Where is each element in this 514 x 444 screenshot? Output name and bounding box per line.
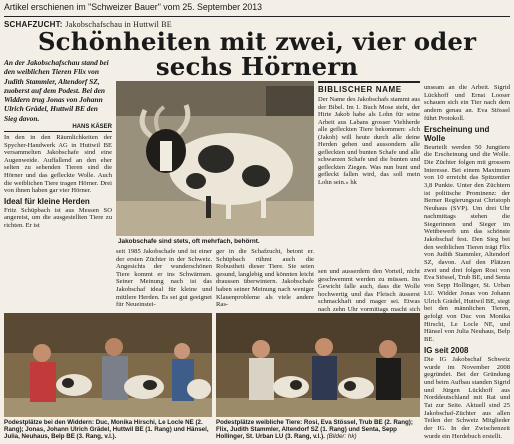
photo-credit: (Bilder: hk): [326, 433, 357, 441]
box-title: BIBLISCHER NAME: [318, 85, 402, 94]
ewes-caption: [216, 419, 420, 441]
headline: Schönheiten mit zwei, vier oder sechs Hörnern: [37, 27, 477, 81]
box-text: Der Name des Jakobschafs stammt aus der Bibel. Im 1. Buch Mose steht, der Hirte Jakob habe als Lohn für seine Arbeit aus Labans grosser Viehherde alle gefleckten Tiere bekommen: «Ich (Jakob) will heute durch alle deine Herden gehen und aussondern alle gefleckten und bunten Schafe und alle schwarzen Schafe und die bunten und gefleckten Ziegen. Was nun bunt und gefleckt fallen wird, das soll mein Lohn sein.» hk: [318, 96, 420, 186]
col1-body2: Fritz Schüpbach ist aus Messen SO angereist, um die ausgestellten Tiere zu richten. Er ist: [4, 206, 112, 230]
middle-column-3: [318, 268, 420, 313]
left-column: [4, 58, 112, 316]
right-subhead2: IG seit 2008: [424, 345, 469, 355]
mid-col1-text: seit 1985 Jakobschafe und ist einer der ersten Züchter in der Schweiz. Angesichts der wunderschönen Tiere kommt er ins Schwärmen. Seiner Meinung nach ist das Jakobschaf ideal für kleine und mittlere Herden. Es sei gut geeignet für Neueinstei-: [116, 248, 212, 309]
box-top-rule: [318, 81, 420, 83]
rams-photo-illustration: [4, 313, 212, 417]
top-rule: [4, 16, 510, 17]
main-photo: [116, 81, 314, 236]
lead-paragraph: An der Jakobschafschau stand bei den weiblichen Tieren Flix von Judith Stammler, Altendorf SZ, zuoberst auf dem Podest. Bei den Widdern trug Jonas von Johann Ulrich Grädel, Huttwil BE den Sieg davon.: [4, 58, 109, 123]
right-continuation: unseam an die Arbeit. Sigrid Lückhoff und Ernst Looser schauen sich ein Tier nach dem andern genau an. Eva Stössel führt Protokoll.: [424, 84, 510, 122]
col1-body: In den in den Räumlichkeiten der Spycher-Handwerk AG in Huttwil BE versammelten Jakobschafe sind eine Augenweide. Auffallend an den eher selten zu sehenden Tieren sind die Hörner und das gefleckte Wolle. Auch die weiblichen Tiere tragen Hörner. Drei von ihnen haben gar vier Hörner.: [4, 134, 112, 195]
middle-column-2: [216, 248, 314, 310]
col1-subhead: Ideal für kleine Herden: [4, 196, 90, 206]
byline-rule: [4, 131, 112, 132]
section-label: SCHAFZUCHT:: [4, 20, 63, 29]
right-subhead: Erscheinung und Wolle: [424, 124, 490, 143]
biblical-name-box: [318, 81, 420, 267]
ewes-photo-illustration: [216, 313, 420, 417]
ewes-caption-text: Podestplätze weibliche Tiere: Rosi, Eva Stössel, Trub BE (2. Rang); Flix, Judith Stammler, Altendorf SZ (1. Rang) und Senta, Sepp Hollinger, St. Urban LU (3. Rang, v.l.).: [216, 419, 413, 441]
right-body: Beurteilt werden 50 Jungtiere die Erscheinung und die Wolle. Die Züchter folgen mit grossem Interesse. Bei einem Maximum von 10 erreicht das Spitzentier 3,8 Punkte. Unter den Züchtern ist politische Prominenz: der Berner Regierungsrat Christoph Neuhaus (SVP). Um drei Uhr nachmittags stehen die Siegerinnen und Sieger im Wettbewerb um das schönste Jakobschaf fest. Den Sieg bei den weiblichen Tieren trägt Flix von Judith Stammler, Altendorf SZ, davon. Auf den Plätzen zwei und drei folgen Rosi von Eva Stössel, Trub BE, und Senta von Sepp Hollinger, St. Urban LU. Widder Jonas von Johann Ulrich Grädel, Huttwil BE, siegt bei den männlichen Tieren, gefolgt von Duc von Monika Hirschi, Le Locle NE, und Hänsel von Julia Neuhaus, Belp BE.: [424, 143, 510, 344]
byline: HANS KÄSER: [72, 124, 112, 131]
rams-caption: Podestplätze bei den Widdern: Duc, Monika Hirschi, Le Locle NE (2. Rang); Jonas, Johann Ulrich Grädel, Huttwil BE (1. Rang) und Hänsel, Julia, Neuhaus, Belp BE (3. Rang, v.l.).: [4, 419, 209, 441]
section-topic: Jakobschafschau in Huttwil BE: [65, 20, 172, 29]
article-source-note: Artikel erschienen im "Schweizer Bauer" vom 25. September 2013: [4, 2, 263, 12]
middle-column-1: [116, 248, 212, 310]
right-column: [424, 84, 510, 442]
sheep-photo-illustration: [116, 81, 314, 236]
ewes-podium-photo: [216, 313, 420, 417]
rams-podium-photo: [4, 313, 212, 417]
mid-col3-text: sen und ausserdem den Vorteil, nicht geschwemmt werden zu müssen. Ins Gewicht falle auch, dass die Wolle hochwertig und das Fleisch äusserst schmackhaft und mager sei. Etwas nach zehn Uhr vormittags macht sich: [318, 268, 420, 313]
main-photo-caption: Jakobschafe sind stets, oft mehrfach, behörnt.: [118, 238, 260, 245]
right-body2: Die IG Jakobschaf Schweiz wurde im November 2008 gegründet. Bei der Gründung und beim Aufbau standen Sigrid und Jürgen Lückhoff aus Norddeutschland mit Rat und Tat zur Seite. Aktuell sind 25 Jakobschaf-Züchter aus allen Teilen der Schweiz Mitglieder der IG. In der Zwischenzeit wurde ein Herdebuch erstellt.: [424, 355, 510, 440]
mid-col2-text: ger in die Schafzucht, betont er. Schüpbach rühmt auch die Robustheit dieser Tiere. Sie seien gesund, langlebig und könnten leicht draussen überwintern. Jakobschafe haben seiner Meinung nach weniger Klauenprobleme als viele andere Ras-: [216, 248, 314, 309]
